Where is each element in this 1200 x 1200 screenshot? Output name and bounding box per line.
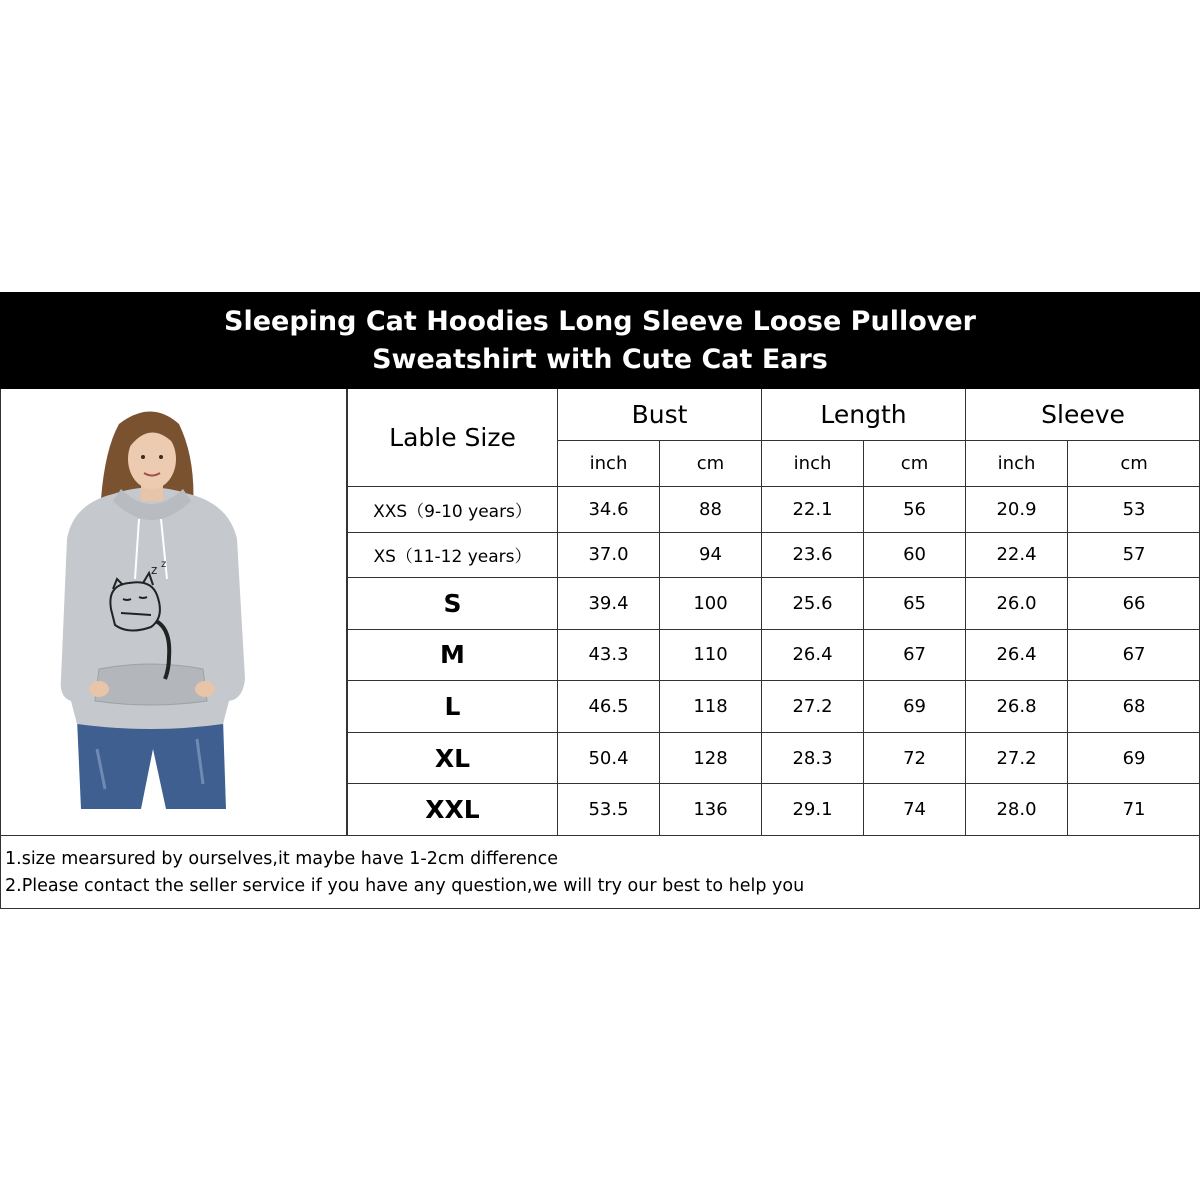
measurement-cell: 56 [864,487,966,533]
measurement-cell: 28.3 [762,732,864,784]
svg-text:z: z [151,563,158,577]
measurement-cell: 60 [864,532,966,578]
measurement-cell: 26.8 [966,681,1068,733]
measurement-cell: 57 [1068,532,1200,578]
hoodie-pocket [95,664,207,705]
table-row [348,578,1200,630]
measurement-cell: 29.1 [762,784,864,836]
measurement-cell: 100 [660,578,762,630]
size-label-cell: XXS（9-10 years） [348,487,558,533]
measurement-cell: 66 [1068,578,1200,630]
measurement-cell: 25.6 [762,578,864,630]
model-photo [1,389,346,835]
measurement-cell: 43.3 [558,629,660,681]
measurement-cell: 46.5 [558,681,660,733]
measurement-cell: 128 [660,732,762,784]
title-line-1: Sleeping Cat Hoodies Long Sleeve Loose Pullover [224,305,976,337]
unit-header: cm [660,440,762,487]
measurement-cell: 110 [660,629,762,681]
measurement-cell: 26.0 [966,578,1068,630]
table-row [348,629,1200,681]
unit-header: cm [1068,440,1200,487]
table-row [348,532,1200,578]
measurement-cell: 72 [864,732,966,784]
measurement-cell: 50.4 [558,732,660,784]
measurement-cell: 22.4 [966,532,1068,578]
note-line-1: 1.size mearsured by ourselves,it maybe have 1-2cm difference [5,849,558,869]
unit-header: inch [966,440,1068,487]
measurement-cell: 65 [864,578,966,630]
measurement-cell: 27.2 [762,681,864,733]
measurement-cell: 53.5 [558,784,660,836]
measurement-cell: 26.4 [762,629,864,681]
size-label-cell: XXL [348,784,558,836]
measurement-cell: 69 [864,681,966,733]
table-header-row [348,389,1200,440]
model-photo-cell [1,389,347,835]
unit-header: cm [864,440,966,487]
measurement-cell: 22.1 [762,487,864,533]
measurement-cell: 28.0 [966,784,1068,836]
measurement-cell: 71 [1068,784,1200,836]
measurement-cell: 27.2 [966,732,1068,784]
measurement-cell: 39.4 [558,578,660,630]
measurement-cell: 74 [864,784,966,836]
group-header-bust: Bust [558,389,762,440]
table-body [348,487,1200,836]
svg-text:z: z [161,559,167,570]
size-header: Lable Size [348,389,558,487]
size-label-cell: M [348,629,558,681]
table-row [348,681,1200,733]
measurement-cell: 53 [1068,487,1200,533]
measurement-cell: 94 [660,532,762,578]
measurement-cell: 67 [1068,629,1200,681]
measurement-cell: 37.0 [558,532,660,578]
unit-header: inch [558,440,660,487]
size-label-cell: XL [348,732,558,784]
measurement-cell: 118 [660,681,762,733]
measurement-cell: 26.4 [966,629,1068,681]
size-label-cell: XS（11-12 years） [348,532,558,578]
notes [1,835,1199,908]
measurement-cell: 69 [1068,732,1200,784]
table-row [348,487,1200,533]
group-header-length: Length [762,389,966,440]
group-header-sleeve: Sleeve [966,389,1200,440]
note-line-2: 2.Please contact the seller service if you have any question,we will try our best to help you [5,876,805,896]
size-table [347,389,1200,836]
title-line-2: Sweatshirt with Cute Cat Ears [372,343,828,375]
measurement-cell: 67 [864,629,966,681]
measurement-cell: 68 [1068,681,1200,733]
table-row [348,784,1200,836]
title-bar [0,292,1200,389]
measurement-cell: 20.9 [966,487,1068,533]
size-label-cell: S [348,578,558,630]
measurement-cell: 34.6 [558,487,660,533]
measurement-cell: 23.6 [762,532,864,578]
size-chart [0,292,1200,910]
size-label-cell: L [348,681,558,733]
unit-header: inch [762,440,864,487]
chart-body [0,389,1200,909]
measurement-cell: 88 [660,487,762,533]
measurement-cell: 136 [660,784,762,836]
table-row [348,732,1200,784]
